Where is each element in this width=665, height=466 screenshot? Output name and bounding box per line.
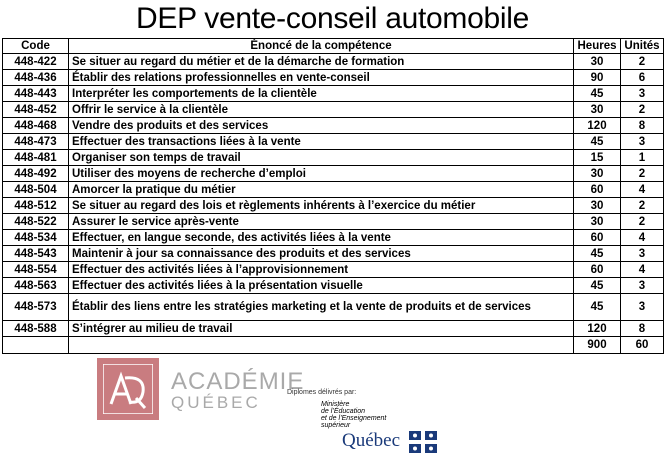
cell-unites: 4 <box>621 262 664 278</box>
ministere-line: et de l’Enseignement <box>321 415 387 422</box>
table-row <box>3 294 664 321</box>
ministere-block <box>321 401 386 429</box>
aq-logo-icon <box>97 358 159 420</box>
cell-heures: 30 <box>574 102 621 118</box>
cell-code: 448-543 <box>3 246 69 262</box>
cell-heures: 45 <box>574 246 621 262</box>
academie-text: ACADÉMIE <box>171 368 305 395</box>
cell-code: 448-452 <box>3 102 69 118</box>
cell-heures: 30 <box>574 198 621 214</box>
cell-enonce: Effectuer des transactions liées à la vente <box>69 134 574 150</box>
table-row <box>3 262 664 278</box>
table-row <box>3 278 664 294</box>
cell-unites: 2 <box>621 102 664 118</box>
cell-enonce: Effectuer des activités liées à l’approvisionnement <box>69 262 574 278</box>
competences-table <box>2 38 664 354</box>
cell-unites: 1 <box>621 150 664 166</box>
totals-empty-enonce <box>69 337 574 354</box>
table-row <box>3 321 664 337</box>
ministere-line: supérieur <box>321 422 351 429</box>
cell-heures: 45 <box>574 278 621 294</box>
table-row <box>3 86 664 102</box>
diplomes-label: Diplomes délivrés par: <box>287 389 357 396</box>
ministere-line: de l’Éducation <box>321 408 365 415</box>
cell-code: 448-522 <box>3 214 69 230</box>
cell-enonce: Assurer le service après-vente <box>69 214 574 230</box>
header-code: Code <box>3 39 69 54</box>
table-row <box>3 70 664 86</box>
total-heures: 900 <box>574 337 621 354</box>
ministere-line: Ministère <box>321 401 350 408</box>
table-row <box>3 246 664 262</box>
header-enonce: Énoncé de la compétence <box>69 39 574 54</box>
totals-row <box>3 337 664 354</box>
cell-heures: 30 <box>574 166 621 182</box>
cell-unites: 3 <box>621 294 664 321</box>
cell-unites: 4 <box>621 230 664 246</box>
quebec-wordmark: Québec <box>342 430 401 451</box>
cell-enonce: Se situer au regard du métier et de la démarche de formation <box>69 54 574 70</box>
cell-heures: 15 <box>574 150 621 166</box>
cell-enonce: Vendre des produits et des services <box>69 118 574 134</box>
table-row <box>3 54 664 70</box>
table-row <box>3 198 664 214</box>
cell-code: 448-563 <box>3 278 69 294</box>
cell-unites: 2 <box>621 54 664 70</box>
cell-heures: 60 <box>574 182 621 198</box>
table-row <box>3 214 664 230</box>
cell-code: 448-468 <box>3 118 69 134</box>
cell-unites: 4 <box>621 182 664 198</box>
page-title: DEP vente-conseil automobile <box>136 2 529 35</box>
cell-enonce: Utiliser des moyens de recherche d’emploi <box>69 166 574 182</box>
cell-heures: 45 <box>574 294 621 321</box>
cell-heures: 30 <box>574 214 621 230</box>
cell-code: 448-473 <box>3 134 69 150</box>
cell-enonce: Se situer au regard des lois et règlements inhérents à l’exercice du métier <box>69 198 574 214</box>
cell-unites: 3 <box>621 134 664 150</box>
cell-enonce: S’intégrer au milieu de travail <box>69 321 574 337</box>
header-unites: Unités <box>621 39 664 54</box>
cell-code: 448-481 <box>3 150 69 166</box>
cell-code: 448-534 <box>3 230 69 246</box>
cell-enonce: Interpréter les comportements de la clientèle <box>69 86 574 102</box>
totals-empty-code <box>3 337 69 354</box>
table-row <box>3 182 664 198</box>
cell-code: 448-504 <box>3 182 69 198</box>
cell-enonce: Amorcer la pratique du métier <box>69 182 574 198</box>
cell-heures: 120 <box>574 321 621 337</box>
cell-enonce: Offrir le service à la clientèle <box>69 102 574 118</box>
cell-unites: 3 <box>621 86 664 102</box>
cell-enonce: Effectuer des activités liées à la présentation visuelle <box>69 278 574 294</box>
cell-enonce: Effectuer, en langue seconde, des activités liées à la vente <box>69 230 574 246</box>
cell-code: 448-443 <box>3 86 69 102</box>
cell-enonce: Maintenir à jour sa connaissance des produits et des services <box>69 246 574 262</box>
cell-heures: 120 <box>574 118 621 134</box>
cell-code: 448-492 <box>3 166 69 182</box>
table-row <box>3 166 664 182</box>
cell-code: 448-588 <box>3 321 69 337</box>
cell-unites: 8 <box>621 118 664 134</box>
cell-code: 448-436 <box>3 70 69 86</box>
total-unites: 60 <box>621 337 664 354</box>
header-heures: Heures <box>574 39 621 54</box>
cell-code: 448-512 <box>3 198 69 214</box>
table-header-row <box>3 39 664 54</box>
cell-unites: 2 <box>621 166 664 182</box>
table-row <box>3 102 664 118</box>
cell-enonce: Organiser son temps de travail <box>69 150 574 166</box>
table-row <box>3 230 664 246</box>
cell-unites: 2 <box>621 198 664 214</box>
table-row <box>3 150 664 166</box>
cell-heures: 90 <box>574 70 621 86</box>
cell-unites: 3 <box>621 278 664 294</box>
cell-heures: 45 <box>574 134 621 150</box>
cell-heures: 30 <box>574 54 621 70</box>
cell-heures: 60 <box>574 262 621 278</box>
cell-enonce: Établir des relations professionnelles en vente-conseil <box>69 70 574 86</box>
cell-heures: 60 <box>574 230 621 246</box>
cell-unites: 8 <box>621 321 664 337</box>
table-row <box>3 118 664 134</box>
cell-code: 448-573 <box>3 294 69 321</box>
quebec-text: QUÉBEC <box>171 393 261 412</box>
cell-unites: 3 <box>621 246 664 262</box>
cell-heures: 45 <box>574 86 621 102</box>
cell-unites: 2 <box>621 214 664 230</box>
cell-code: 448-422 <box>3 54 69 70</box>
cell-enonce: Établir des liens entre les stratégies marketing et la vente de produits et de services <box>69 294 574 321</box>
fleurdelise-flag-icon <box>409 431 437 453</box>
cell-unites: 6 <box>621 70 664 86</box>
table-row <box>3 134 664 150</box>
cell-code: 448-554 <box>3 262 69 278</box>
